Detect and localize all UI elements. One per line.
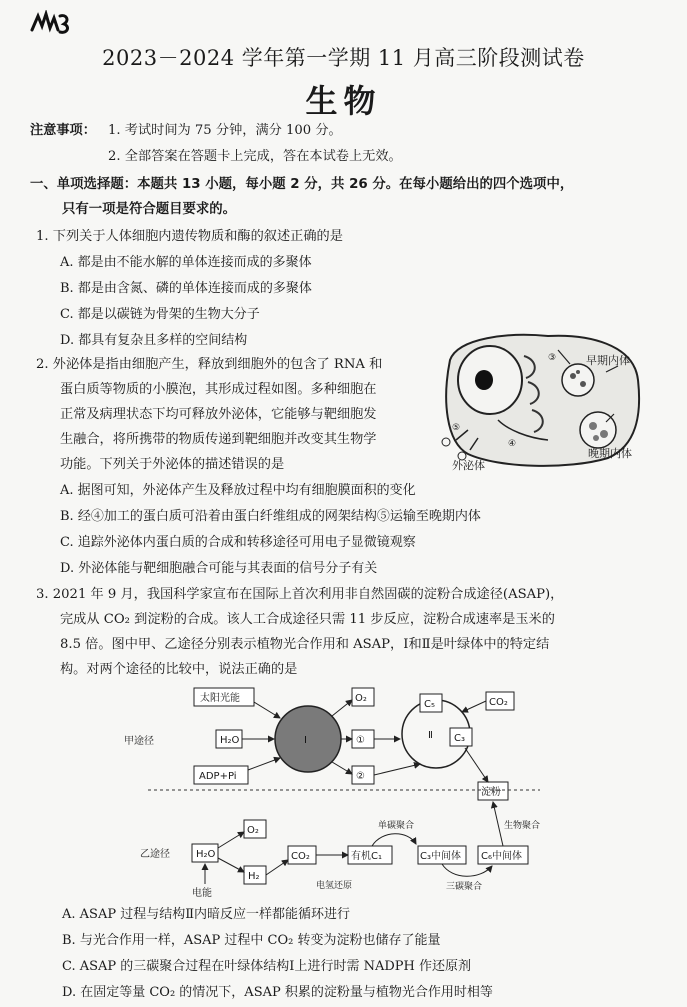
bio-poly-label: 生物聚合 [504,821,541,831]
early-endosome-label: 早期内体 [586,354,630,367]
q1-stem: 1. 下列关于人体细胞内遗传物质和酶的叙述正确的是 [36,229,343,244]
q1-option-a[interactable]: A. 都是由不能水解的单体连接而成的多聚体 [60,255,312,270]
q3-option-a[interactable]: A. ASAP 过程与结构Ⅱ内暗反应一样都能循环进行 [62,907,351,922]
notes-item-1: 1. 考试时间为 75 分钟，满分 100 分。 [108,123,342,138]
q3-stem-line-3: 8.5 倍。图中甲、乙途径分别表示植物光合作用和 ASAP，Ⅰ和Ⅱ是叶绿体中的特定结 [60,637,550,652]
notes-item-2: 2. 全部答案在答题卡上完成，答在本试卷上无效。 [108,149,402,164]
co2-label-b: CO₂ [291,851,310,862]
c3-label: C₃ [454,733,465,744]
q3-option-d[interactable]: D. 在固定等量 CO₂ 的情况下，ASAP 积累的淀粉量与植物光合作用时相等 [62,985,493,1000]
single-carbon-label: 单碳聚合 [378,821,415,831]
electric-label: 电能 [192,888,212,899]
q3-option-b[interactable]: B. 与光合作用一样，ASAP 过程中 CO₂ 转变为淀粉也储存了能量 [62,933,441,948]
q2-option-c[interactable]: C. 追踪外泌体内蛋白质的合成和转移途径可用电子显微镜观察 [60,535,416,550]
sunlight-label: 太阳光能 [200,693,240,704]
exam-subject: 生物 [305,82,382,120]
pathway-diagram [120,682,560,904]
q2-option-b[interactable]: B. 经④加工的蛋白质可沿着由蛋白纤维组成的网架结构⑤运输至晚期内体 [60,509,481,524]
notes-label: 注意事项： [30,123,96,138]
h2o-label-b: H₂O [196,849,216,860]
structure-1-label: Ⅰ [304,735,307,746]
q1-option-b[interactable]: B. 都是由含氮、磷的单体连接而成的多聚体 [60,281,312,296]
q3-option-c[interactable]: C. ASAP 的三碳聚合过程在叶绿体结构Ⅰ上进行时需 NADPH 作还原剂 [62,959,471,974]
late-endosome-label: 晚期内体 [588,447,632,460]
q2-stem-line-1: 2. 外泌体是指由细胞产生，释放到细胞外的包含了 RNA 和 [36,357,383,372]
q2-stem-line-4: 生融合，将所携带的物质传递到靶细胞并改变其生物学 [60,432,377,447]
section-heading-cont: 只有一项是符合题目要求的。 [62,202,237,217]
adp-label: ADP+Pi [199,771,237,782]
path-a-label: 甲途径 [124,736,154,747]
o2-label-b: O₂ [247,825,259,836]
q1-option-c[interactable]: C. 都是以碳链为骨架的生物大分子 [60,307,260,322]
exam-title: 2023－2024 学年第一学期 11 月高三阶段测试卷 [102,46,585,70]
tri-carbon-label: 三碳聚合 [446,882,483,892]
svg-text:④: ④ [508,439,517,449]
path-b-label: 乙途径 [140,849,170,860]
section-heading: 一、单项选择题：本题共 13 小题，每小题 2 分，共 26 分。在每小题给出的四个选项中， [30,177,574,192]
q2-option-a[interactable]: A. 据图可知，外泌体产生及释放过程中均有细胞膜面积的变化 [60,483,416,498]
q2-option-d[interactable]: D. 外泌体能与靶细胞融合可能与其表面的信号分子有关 [60,561,378,576]
structure-1-circle [275,706,341,772]
q2-stem-line-5: 功能。下列关于外泌体的描述错误的是 [60,457,285,472]
h2-label: H₂ [248,871,260,882]
o2-label-a: O₂ [355,693,367,704]
structure-2-label: Ⅱ [428,730,433,741]
svg-text:⑤: ⑤ [452,423,461,433]
organic-c1-label: 有机C₁ [351,851,382,862]
q3-stem-line-4: 构。对两个途径的比较中，说法正确的是 [60,662,298,677]
q2-stem-line-2: 蛋白质等物质的小膜泡，其形成过程如图。多种细胞在 [60,382,377,397]
logo-icon [30,10,72,36]
q2-stem-line-3: 正常及病理状态下均可释放外泌体，它能够与靶细胞发 [60,407,377,422]
q3-stem-line-2: 完成从 CO₂ 到淀粉的合成。该人工合成途径只需 11 步反应，淀粉合成速率是玉米的 [60,612,555,627]
electro-reduce-label: 电氢还原 [316,881,353,891]
c5-label: C₅ [424,699,435,710]
h2o-label-a: H₂O [220,735,240,746]
exosome-figure [438,330,644,470]
product-1-label: ① [356,735,365,746]
asap-diagram [120,682,560,904]
co2-label-a: CO₂ [489,697,508,708]
exosome-label: 外泌体 [452,459,485,472]
c6-intermediate-label: C₆中间体 [481,851,522,862]
product-2-label: ② [356,771,365,782]
c3-intermediate-label: C₃中间体 [420,851,461,862]
starch-label: 淀粉 [481,787,501,798]
svg-text:③: ③ [548,353,557,363]
q3-stem-line-1: 3. 2021 年 9 月，我国科学家宣布在国际上首次利用非自然固碳的淀粉合成途径(ASAP)， [36,587,564,602]
q1-option-d[interactable]: D. 都具有复杂且多样的空间结构 [60,333,248,348]
